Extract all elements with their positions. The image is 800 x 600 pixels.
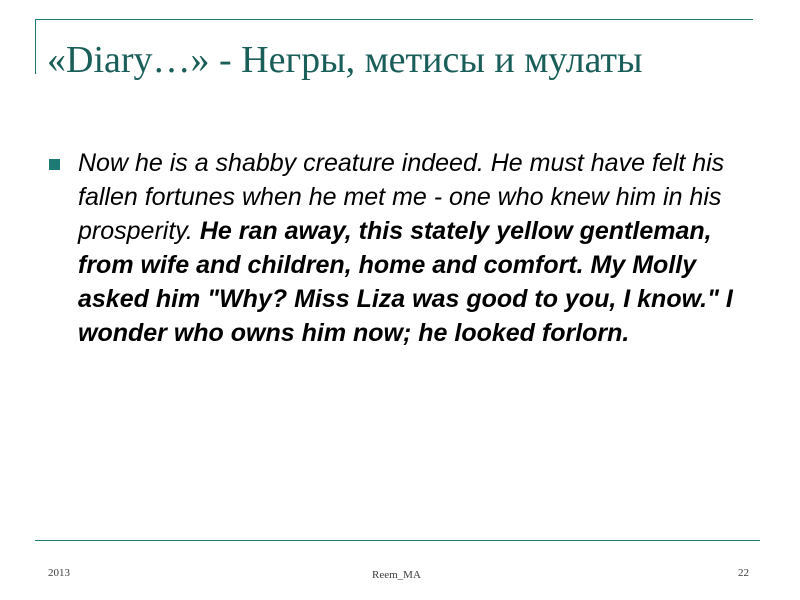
bullet-item: [46, 146, 746, 350]
slide-title: «Diary…» - Негры, метисы и мулаты: [47, 39, 643, 81]
bullet-text-bold-italic: He ran away, this stately yellow gentleman, from wife and children, home and comfort. My Molly asked him "Why? Miss Liza was good to you, I know." I wonder who owns him now; he looked forlorn.: [78, 217, 733, 347]
slide-number: 22: [738, 567, 749, 579]
footer-divider: [35, 540, 760, 541]
footer-author: Reem_MA: [372, 569, 421, 581]
title-left-accent-line: [35, 19, 36, 74]
square-bullet-icon: [49, 159, 60, 170]
slide-body: [46, 146, 746, 350]
bullet-text-italic: Now he is a shabby creature indeed. He must have felt his fallen fortunes when he met me - one who knew him in his prosperity.: [78, 149, 725, 245]
footer-year: 2013: [48, 567, 70, 579]
title-top-divider: [35, 19, 753, 20]
